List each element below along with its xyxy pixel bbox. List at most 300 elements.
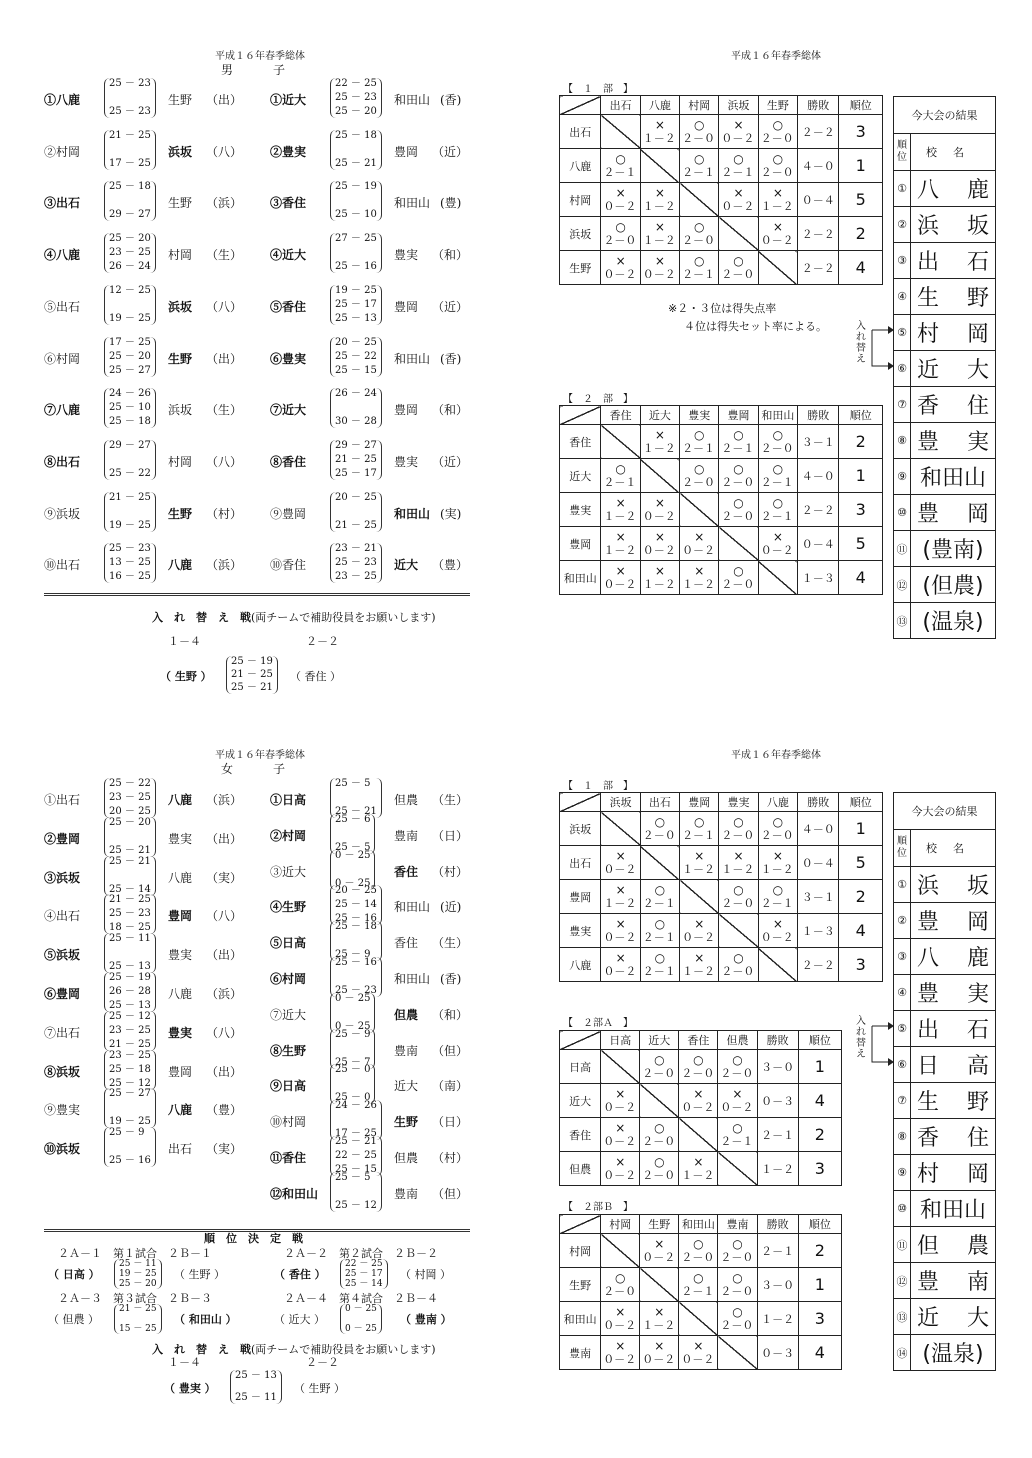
set-score: 22 － 25 — [335, 78, 377, 89]
result-sets: ０－２ — [642, 1352, 676, 1366]
set-score: 19 － 25 — [119, 1269, 157, 1279]
result-mark: ○ — [693, 1270, 704, 1285]
placement-heading: 順 位 決 定 戦 — [204, 1232, 303, 1245]
match-scores — [330, 778, 382, 818]
result-sets: １－２ — [603, 896, 637, 910]
set-score: 25 － 14 — [335, 899, 377, 911]
result-mark: × — [654, 495, 665, 510]
match-opponent: 村岡 — [168, 454, 193, 469]
win-loss: ４－０ — [798, 459, 839, 493]
match-result-cell — [719, 812, 758, 846]
result-mark: × — [615, 185, 626, 200]
set-score: 25 － 23 — [335, 985, 377, 996]
match-row — [270, 1172, 500, 1212]
table-row-team: 八鹿 — [560, 948, 601, 982]
standings-rank: ⑪ — [894, 1227, 911, 1262]
set-score: 25 － 5 — [335, 841, 371, 853]
standings-row — [894, 423, 995, 459]
standings-row — [894, 351, 995, 387]
standings-rank: ② — [894, 207, 911, 242]
match-row — [270, 921, 500, 961]
result-mark: ○ — [772, 117, 784, 132]
match-scores — [330, 814, 375, 854]
match-result-cell — [601, 914, 640, 948]
female-replace-left-code: １－４ — [168, 1356, 201, 1369]
rank: 1 — [839, 812, 883, 846]
result-sets: １－２ — [642, 131, 676, 145]
match-result-cell — [758, 217, 797, 251]
set-score: 25 － 18 — [109, 1063, 151, 1075]
table-header: 豊実 — [719, 793, 758, 812]
table-header: 村岡 — [680, 96, 719, 115]
match-opponent: 八鹿 — [168, 1103, 193, 1118]
standings-rank: ⑧ — [894, 423, 911, 458]
set-score: 25 － 19 — [231, 656, 273, 667]
rank: 4 — [798, 1336, 841, 1370]
result-mark: ○ — [733, 495, 744, 510]
match-result-cell — [601, 1118, 640, 1152]
set-score: 25 － 22 — [109, 778, 151, 789]
match-team: ①近大 — [270, 93, 307, 107]
set-score: 23 － 25 — [109, 792, 151, 803]
match-result-cell — [640, 217, 679, 251]
match-opponent: 豊南 — [394, 828, 419, 843]
table-header: 浜坂 — [719, 96, 758, 115]
match-row — [270, 1064, 500, 1104]
match-referee: （八） — [206, 299, 243, 314]
standings-rank: ⑩ — [894, 1191, 911, 1226]
match-team: ③香住 — [270, 196, 307, 211]
match-result-cell — [640, 1050, 679, 1084]
match-result-cell — [718, 1234, 757, 1268]
result-sets: ０－２ — [603, 267, 637, 281]
standings-rank: ⑥ — [894, 351, 911, 386]
match-referee: (香) — [440, 972, 462, 986]
result-sets: １－２ — [681, 1168, 715, 1182]
match-result-cell — [640, 914, 679, 948]
result-sets: ２－０ — [642, 828, 676, 842]
set-score: 25 － 18 — [335, 129, 377, 141]
table-header: 豊南 — [718, 1215, 757, 1234]
match-team: ⑦八鹿 — [44, 403, 81, 418]
female-div2a-label: 【 ２部Ａ 】 — [563, 1018, 633, 1029]
set-score: 17 － 25 — [335, 1128, 377, 1140]
match-opponent: 豊実 — [168, 948, 193, 963]
rank: 2 — [839, 217, 883, 251]
table-row-team: 浜坂 — [560, 217, 601, 251]
table-corner — [560, 1215, 601, 1234]
standings-rank: ⑤ — [894, 315, 911, 350]
table-corner — [560, 1031, 601, 1050]
table-row-team: 香住 — [560, 425, 601, 459]
result-mark: ○ — [693, 461, 705, 476]
match-result-cell — [679, 1084, 718, 1118]
result-sets: １－２ — [682, 964, 716, 978]
set-score: 25 － 21 — [231, 682, 273, 693]
rank: 3 — [839, 493, 883, 527]
school-char: 浜 — [917, 874, 940, 899]
standings-rank: ⑧ — [894, 1119, 911, 1154]
match-result-cell — [680, 914, 719, 948]
male-replace-right-code: ２－２ — [306, 635, 339, 648]
table-row-team: 豊岡 — [560, 880, 601, 914]
match-opponent: 浜坂 — [168, 144, 193, 159]
match-scores — [104, 130, 156, 170]
standings-col-school: 校名 — [926, 842, 980, 855]
win-loss: ２－２ — [798, 115, 839, 149]
set-score: 29 － 27 — [335, 439, 377, 451]
result-mark: × — [615, 1304, 626, 1319]
match-referee: （出） — [206, 1064, 243, 1079]
set-score: 20 － 25 — [335, 336, 377, 348]
standings-col-school: 校名 — [926, 146, 980, 159]
result-sets: ２－１ — [760, 475, 794, 489]
rank: 4 — [798, 1084, 841, 1118]
standings-rank: ⑦ — [894, 387, 911, 422]
table-corner — [560, 406, 601, 425]
set-score: 25 － 27 — [109, 1088, 151, 1100]
match-team: ⑥豊実 — [270, 351, 307, 366]
match-result-cell — [601, 183, 640, 217]
self-cell — [680, 493, 719, 527]
placement-team-a: （ 近大 ） — [274, 1313, 325, 1326]
win-loss: ０－３ — [757, 1084, 798, 1118]
table-row-team: 近大 — [560, 459, 601, 493]
standings-rank: ⑩ — [894, 495, 911, 530]
result-mark: ○ — [614, 1270, 626, 1285]
win-loss: ０－４ — [798, 527, 839, 561]
result-sets: ２－１ — [603, 165, 637, 179]
match-result-cell — [680, 217, 719, 251]
self-cell — [719, 217, 758, 251]
win-loss: １－３ — [798, 561, 839, 595]
result-mark: ○ — [615, 151, 626, 166]
match-result-cell — [640, 948, 679, 982]
result-sets: ０－２ — [603, 1318, 637, 1332]
standings-row — [894, 1263, 995, 1299]
match-result-cell — [718, 1302, 757, 1336]
match-referee: （生） — [206, 403, 243, 418]
self-cell — [640, 459, 679, 493]
match-team: ④出石 — [44, 909, 81, 924]
result-mark: × — [693, 1086, 704, 1101]
set-score: 25 － 0 — [335, 1064, 371, 1076]
set-score: 25 － 13 — [335, 312, 377, 324]
standings-row — [894, 207, 995, 243]
standings-row — [894, 531, 995, 567]
table-row-team: 出石 — [560, 115, 601, 149]
self-cell — [601, 1050, 640, 1084]
self-cell — [719, 914, 758, 948]
match-result-cell — [640, 561, 679, 595]
match-scores — [330, 1029, 375, 1069]
result-sets: １－２ — [721, 862, 755, 876]
result-sets: ２－１ — [721, 441, 755, 455]
match-result-cell — [680, 561, 719, 595]
result-mark: × — [615, 1154, 626, 1169]
match-row — [270, 778, 500, 818]
placement-codes: ２Ａ－４ 第４試合 ２Ｂ－４ — [284, 1292, 438, 1305]
result-sets: ０－２ — [603, 1168, 637, 1182]
result-mark: × — [615, 848, 626, 863]
table-header: 但農 — [718, 1031, 757, 1050]
school-char: 村 — [917, 322, 940, 347]
match-team: ⑨浜坂 — [44, 506, 81, 521]
result-sets: ２－０ — [760, 165, 794, 179]
match-opponent: 豊岡 — [394, 299, 419, 314]
set-score: 25 － 18 — [335, 921, 377, 933]
match-team: ②豊実 — [270, 144, 307, 159]
result-mark: ○ — [733, 253, 744, 268]
match-row — [44, 1088, 274, 1128]
result-sets: ２－０ — [721, 267, 755, 281]
table-header: 和田山 — [679, 1215, 718, 1234]
match-result-cell — [601, 251, 640, 285]
result-sets: ０－２ — [682, 930, 716, 944]
match-referee: （八） — [206, 909, 243, 924]
win-loss: １－３ — [798, 914, 839, 948]
placement-team-b: （ 生野 ） — [174, 1268, 225, 1281]
win-loss: ０－４ — [798, 846, 839, 880]
standings-row — [894, 939, 995, 975]
match-result-cell — [601, 1152, 640, 1186]
result-mark: ○ — [733, 461, 744, 476]
match-team: ⑧香住 — [270, 454, 307, 469]
match-scores — [104, 440, 156, 480]
standings-rank: ③ — [894, 939, 911, 974]
replace-team-b: （ 生野 ） — [294, 1382, 345, 1395]
match-result-cell — [680, 115, 719, 149]
match-opponent: 但農 — [394, 1151, 419, 1165]
result-mark: ○ — [772, 461, 784, 476]
match-team: ①出石 — [44, 793, 81, 807]
school-char: 実 — [966, 982, 989, 1007]
result-sets: ２－０ — [603, 1284, 637, 1298]
result-sets: ０－２ — [603, 199, 637, 213]
page-header-female-right: 平成１６年春季総体 — [731, 750, 821, 761]
result-sets: １－２ — [642, 233, 676, 247]
match-result-cell — [640, 1234, 679, 1268]
standings-school: (但農) — [922, 574, 984, 599]
match-team: ⑪香住 — [270, 1151, 307, 1165]
female-div2a-table — [559, 1030, 842, 1186]
table-row-team: 生野 — [560, 251, 601, 285]
match-result-cell — [718, 1084, 757, 1118]
match-opponent: 出石 — [168, 1142, 193, 1157]
table-header: 出石 — [640, 793, 679, 812]
match-opponent: 和田山 — [394, 900, 431, 915]
set-score: 25 － 10 — [335, 209, 377, 221]
match-row — [44, 388, 274, 428]
table-header: 村岡 — [601, 1215, 640, 1234]
match-result-cell — [601, 149, 640, 183]
win-loss: ３－１ — [798, 880, 839, 914]
match-row — [270, 543, 500, 583]
male-final-standings — [893, 96, 996, 639]
match-opponent: 生野 — [394, 1115, 419, 1130]
result-sets: １－２ — [642, 1318, 676, 1332]
win-loss: ３－１ — [798, 425, 839, 459]
table-header: 生野 — [640, 1215, 679, 1234]
match-row — [270, 233, 500, 273]
standings-col-rank: 順位 — [894, 134, 911, 170]
placement-codes: ２Ａ－２ 第２試合 ２Ｂ－２ — [284, 1247, 438, 1260]
match-referee: （南） — [432, 1079, 469, 1094]
result-sets: ２－０ — [603, 233, 637, 247]
school-char: 浜 — [917, 214, 940, 239]
match-row — [44, 78, 274, 118]
win-loss: ２－１ — [757, 1118, 798, 1152]
result-mark: × — [615, 1086, 626, 1101]
set-score: 25 － 23 — [335, 557, 377, 569]
match-team: ④近大 — [270, 248, 307, 263]
match-result-cell — [758, 914, 797, 948]
match-result-cell — [758, 846, 797, 880]
match-referee: （生） — [432, 793, 469, 807]
table-row-team: 出石 — [560, 846, 601, 880]
result-sets: ０－２ — [721, 199, 755, 213]
win-loss: ２－２ — [798, 493, 839, 527]
standings-school — [911, 1227, 995, 1262]
match-result-cell — [719, 425, 758, 459]
school-char: 鹿 — [966, 178, 989, 203]
match-result-cell — [601, 493, 640, 527]
match-result-cell — [719, 251, 758, 285]
placement-team-b: （ 村岡 ） — [400, 1268, 451, 1281]
school-char: 岡 — [966, 502, 989, 527]
match-scores — [330, 1064, 375, 1104]
match-result-cell — [758, 527, 797, 561]
school-char: 生 — [917, 1090, 940, 1115]
result-sets: ０－２ — [603, 1100, 637, 1114]
match-opponent: 豊岡 — [394, 403, 419, 418]
result-mark: × — [615, 916, 626, 931]
match-scores — [330, 388, 382, 428]
match-result-cell — [719, 183, 758, 217]
match-scores — [104, 1050, 156, 1090]
table-row-team: 村岡 — [560, 183, 601, 217]
match-result-cell — [719, 948, 758, 982]
result-mark: × — [615, 950, 626, 965]
self-cell — [680, 183, 719, 217]
match-referee: （村） — [206, 506, 243, 521]
school-char: 実 — [966, 430, 989, 455]
result-sets: ２－０ — [760, 441, 794, 455]
result-mark: ○ — [733, 563, 744, 578]
standings-row — [894, 243, 995, 279]
school-char: 大 — [966, 1306, 989, 1331]
match-scores — [330, 885, 382, 925]
result-sets: ０－２ — [603, 862, 637, 876]
school-char: 坂 — [966, 874, 989, 899]
set-score: 16 － 25 — [109, 571, 151, 583]
match-row — [270, 337, 500, 377]
result-mark: × — [654, 1236, 665, 1251]
match-opponent: 和田山 — [394, 972, 431, 986]
table-row-team: 日高 — [560, 1050, 601, 1084]
result-mark: × — [772, 219, 783, 234]
set-score: 25 － 21 — [335, 806, 377, 817]
rank: 4 — [839, 251, 883, 285]
result-mark: × — [654, 117, 665, 132]
school-char: 近 — [917, 358, 940, 383]
set-score: 22 － 25 — [335, 1150, 377, 1161]
result-mark: × — [615, 495, 626, 510]
result-sets: ０－２ — [603, 930, 637, 944]
placement-codes: ２Ａ－３ 第３試合 ２Ｂ－３ — [58, 1292, 212, 1305]
match-result-cell — [601, 459, 640, 493]
school-char: 岡 — [966, 1162, 989, 1187]
match-result-cell — [719, 149, 758, 183]
set-score: 25 － 14 — [109, 883, 151, 895]
male-div1-note1: ※２・３位は得失点率 — [668, 302, 777, 315]
result-sets: ２－１ — [642, 896, 676, 910]
match-referee: （日） — [432, 1115, 469, 1130]
set-score: 25 － 21 — [335, 157, 377, 169]
match-row — [270, 285, 500, 325]
result-mark: ○ — [654, 1120, 665, 1135]
female-div2b-label: 【 ２部Ｂ 】 — [563, 1202, 633, 1213]
match-result-cell — [680, 527, 719, 561]
result-sets: ０－２ — [642, 1250, 676, 1264]
match-team: ⑦出石 — [44, 1025, 81, 1040]
female-div1-table — [559, 792, 883, 982]
set-score: 25 － 15 — [335, 1164, 377, 1175]
match-scores — [330, 130, 382, 170]
match-row — [270, 850, 500, 890]
school-char: 豊 — [917, 502, 940, 527]
school-char: 農 — [966, 1234, 989, 1259]
standings-row — [894, 171, 995, 207]
result-sets: １－２ — [642, 441, 676, 455]
standings-school — [911, 1083, 995, 1118]
standings-row — [894, 1335, 995, 1370]
school-char: 日 — [917, 1054, 940, 1079]
match-opponent: 豊実 — [394, 454, 419, 469]
match-team: ⑩浜坂 — [44, 1142, 81, 1157]
match-opponent: 豊実 — [168, 831, 193, 846]
match-result-cell — [758, 183, 797, 217]
standings-row — [894, 903, 995, 939]
set-score: 25 － 6 — [335, 813, 371, 825]
match-referee: （近） — [432, 299, 469, 314]
match-result-cell — [601, 527, 640, 561]
rank: 1 — [798, 1268, 841, 1302]
school-char: 但 — [917, 1234, 940, 1259]
match-result-cell — [640, 425, 679, 459]
match-scores — [104, 233, 156, 273]
set-score: 25 － 20 — [109, 350, 151, 362]
standings-row — [894, 1299, 995, 1335]
standings-school — [911, 1263, 995, 1298]
school-char: 高 — [966, 1054, 989, 1079]
set-score: 25 － 16 — [335, 261, 377, 273]
match-row — [44, 778, 274, 818]
standings-row — [894, 1227, 995, 1263]
result-mark: ○ — [733, 882, 744, 897]
set-score: 25 － 12 — [109, 1010, 151, 1022]
standings-school: (温泉) — [922, 1342, 984, 1367]
standings-title: 今大会の結果 — [894, 97, 995, 134]
table-row-team: 和田山 — [560, 561, 601, 595]
female-section-title: 女 子 — [220, 762, 299, 776]
standings-row — [894, 975, 995, 1011]
set-score: 20 － 25 — [335, 885, 377, 897]
result-mark: ○ — [654, 882, 666, 897]
table-row-team: 近大 — [560, 1084, 601, 1118]
table-corner — [560, 96, 601, 115]
standings-school — [911, 903, 995, 938]
